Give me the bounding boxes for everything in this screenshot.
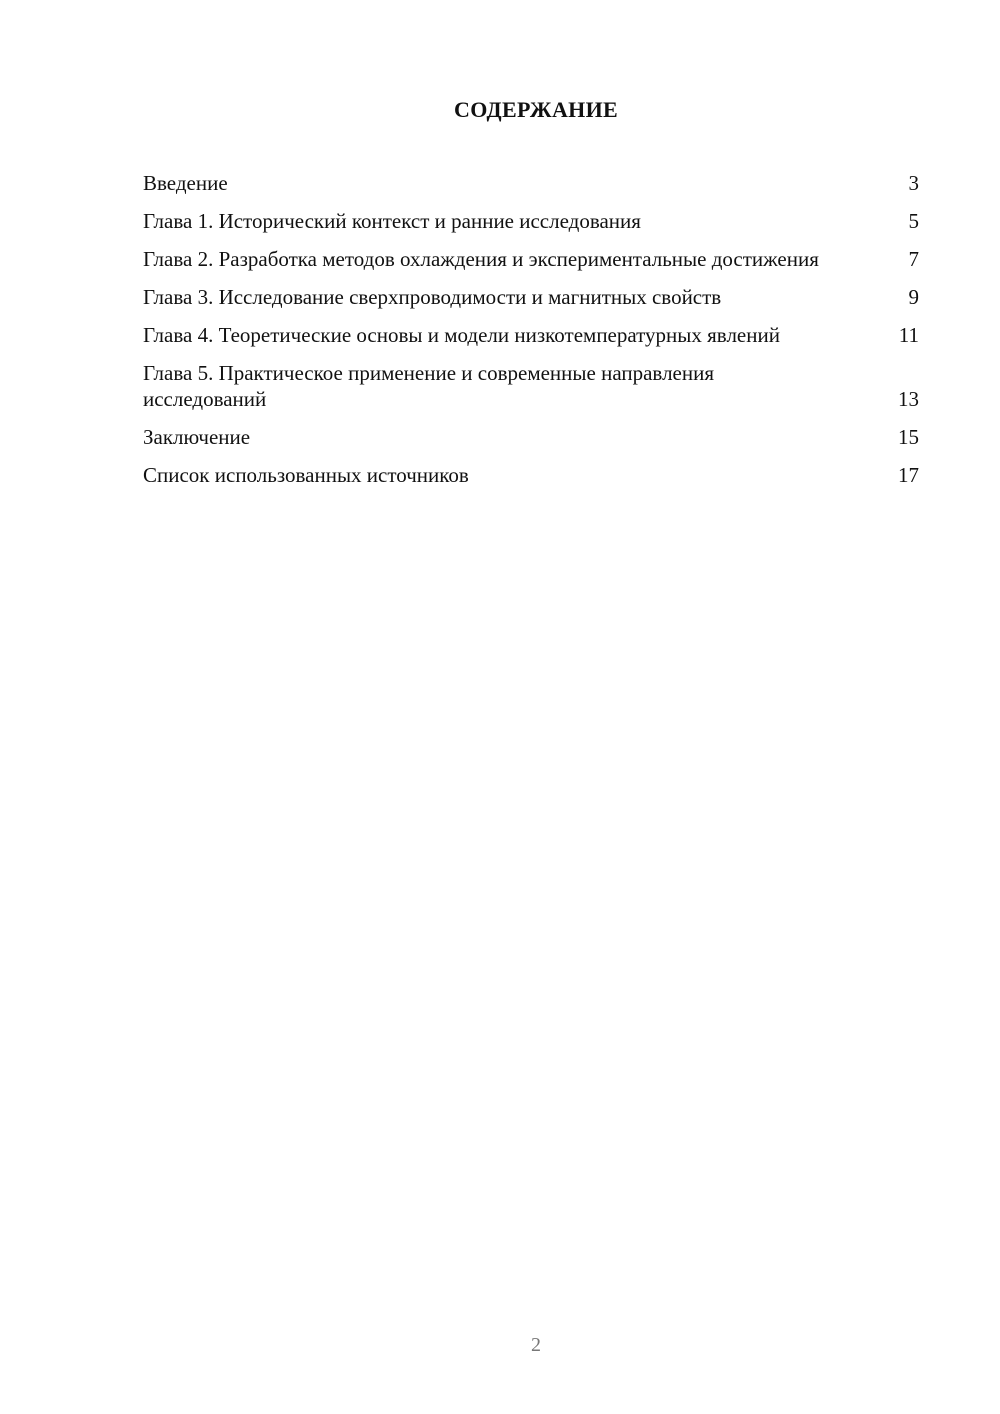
toc-entry-label: Глава 3. Исследование сверхпроводимости и магнитных свойств [143, 285, 722, 309]
toc-entry-page: 7 [908, 247, 919, 271]
toc-entry-page: 5 [908, 209, 919, 233]
toc-entry-page: 11 [898, 323, 919, 347]
toc-entry-page: 9 [908, 285, 919, 309]
toc-entry-page: 13 [898, 387, 919, 411]
toc-entry-page: 15 [898, 425, 919, 449]
toc-entry-label: Глава 2. Разработка методов охлаждения и экспериментальные достижения [143, 247, 819, 271]
page-title: СОДЕРЖАНИЕ [454, 97, 618, 122]
toc-entry-introduction[interactable] [143, 170, 919, 196]
toc-entry-conclusion[interactable] [143, 424, 919, 450]
toc-entry-chapter-2[interactable] [143, 246, 919, 272]
toc-entry-label: Заключение [143, 425, 251, 449]
toc-entry-label: Введение [143, 171, 228, 195]
toc-entry-label: Глава 1. Исторический контекст и ранние исследования [143, 209, 641, 233]
toc-entry-chapter-5[interactable] [143, 360, 919, 412]
toc-entry-chapter-1[interactable] [143, 208, 919, 234]
page-number: 2 [531, 1334, 541, 1356]
toc-entry-label: Список использованных источников [143, 463, 469, 487]
toc-entry-references[interactable] [143, 462, 919, 488]
toc-entry-page: 3 [908, 171, 919, 195]
toc-entry-label: Глава 5. Практическое применение и современные направления исследований [143, 361, 715, 411]
toc-entry-chapter-4[interactable] [143, 322, 919, 348]
toc-entry-label: Глава 4. Теоретические основы и модели низкотемпературных явлений [143, 323, 780, 347]
table-of-contents [143, 170, 919, 500]
toc-entry-page: 17 [898, 463, 919, 487]
toc-entry-chapter-3[interactable] [143, 284, 919, 310]
